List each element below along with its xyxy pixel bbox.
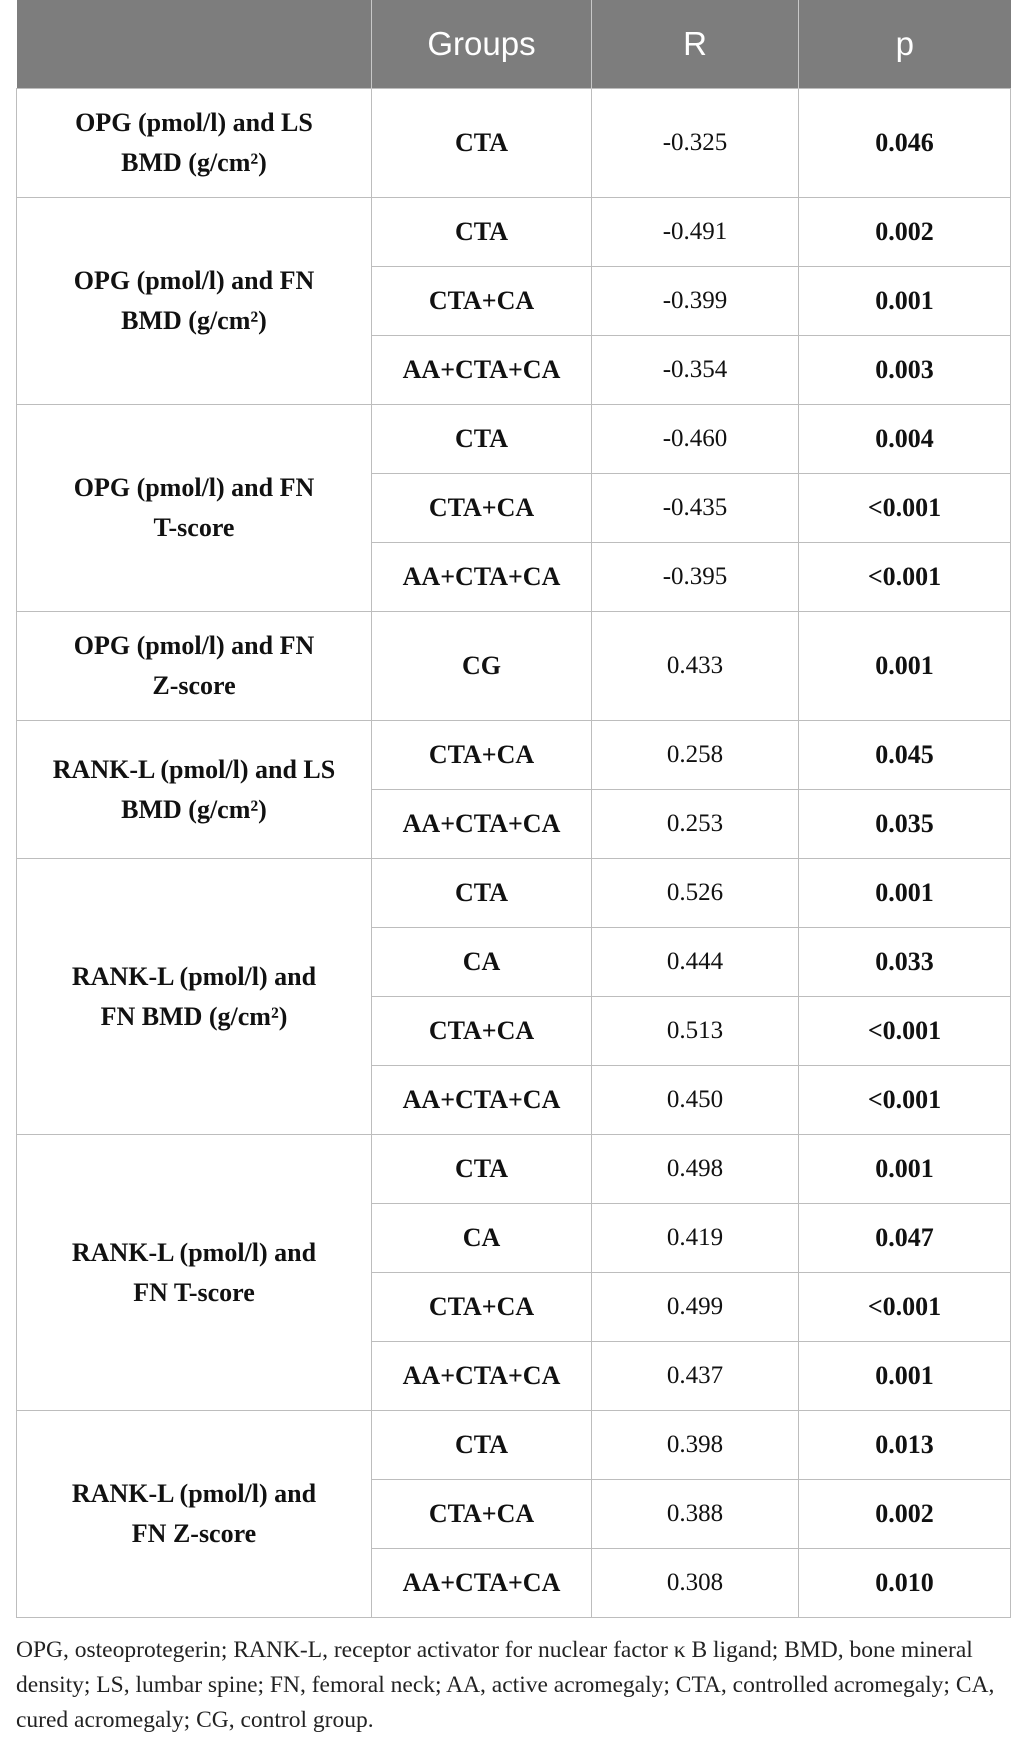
group-cell: AA+CTA+CA <box>372 336 592 405</box>
correlation-label <box>17 1411 372 1618</box>
correlation-label <box>17 721 372 859</box>
group-cell: CTA+CA <box>372 1273 592 1342</box>
correlation-label-line: RANK-L (pmol/l) and <box>71 1237 317 1267</box>
table-row <box>17 198 1011 267</box>
correlation-label-line: BMD (g/cm²) <box>121 306 267 335</box>
p-value-cell: 0.001 <box>799 1135 1011 1204</box>
group-cell: AA+CTA+CA <box>372 1549 592 1618</box>
group-cell: CG <box>372 612 592 721</box>
r-value-cell: 0.513 <box>592 997 799 1066</box>
group-cell: CTA+CA <box>372 474 592 543</box>
p-value-cell: 0.002 <box>799 198 1011 267</box>
correlation-label-line: T-score <box>153 513 235 542</box>
p-value-cell: <0.001 <box>799 474 1011 543</box>
r-value-cell: -0.354 <box>592 336 799 405</box>
table-container <box>16 0 1010 1618</box>
table-row <box>17 721 1011 790</box>
p-value-cell: 0.047 <box>799 1204 1011 1273</box>
group-cell: CTA+CA <box>372 997 592 1066</box>
table-row <box>17 1411 1011 1480</box>
correlation-table <box>16 0 1011 1618</box>
group-cell: AA+CTA+CA <box>372 790 592 859</box>
p-value-cell: 0.010 <box>799 1549 1011 1618</box>
header-r: R <box>592 0 799 89</box>
p-value-cell: 0.004 <box>799 405 1011 474</box>
p-value-cell: 0.001 <box>799 267 1011 336</box>
p-value-cell: 0.046 <box>799 89 1011 198</box>
correlation-label <box>17 405 372 612</box>
table-row <box>17 89 1011 198</box>
r-value-cell: 0.450 <box>592 1066 799 1135</box>
group-cell: CTA <box>372 405 592 474</box>
group-cell: CTA <box>372 1411 592 1480</box>
table-footnote: OPG, osteoprotegerin; RANK-L, receptor activator for nuclear factor κ B ligand; BMD, bone mineral density; LS, lumbar spine; FN, femoral neck; AA, active acromegaly; CTA, controlled acromegaly; CA, cured acromegaly; CG, control group. <box>16 1637 995 1733</box>
group-cell: CTA <box>372 198 592 267</box>
group-cell: CTA <box>372 1135 592 1204</box>
p-value-cell: <0.001 <box>799 1273 1011 1342</box>
group-cell: CA <box>372 1204 592 1273</box>
p-value-cell: 0.033 <box>799 928 1011 997</box>
group-cell: CA <box>372 928 592 997</box>
header-variable <box>17 0 372 89</box>
correlation-label <box>17 1135 372 1411</box>
correlation-label-line: FN T-score <box>133 1277 255 1307</box>
p-value-cell: 0.003 <box>799 336 1011 405</box>
r-value-cell: 0.444 <box>592 928 799 997</box>
r-value-cell: 0.258 <box>592 721 799 790</box>
r-value-cell: 0.308 <box>592 1549 799 1618</box>
correlation-label <box>17 859 372 1135</box>
p-value-cell: 0.035 <box>799 790 1011 859</box>
correlation-label-line: BMD (g/cm²) <box>121 148 267 177</box>
r-value-cell: -0.491 <box>592 198 799 267</box>
group-cell: CTA+CA <box>372 1480 592 1549</box>
p-value-cell: <0.001 <box>799 1066 1011 1135</box>
r-value-cell: 0.398 <box>592 1411 799 1480</box>
table-row <box>17 1135 1011 1204</box>
group-cell: CTA <box>372 859 592 928</box>
correlation-label-line: OPG (pmol/l) and FN <box>73 473 315 502</box>
correlation-label-line: FN Z-score <box>131 1519 257 1548</box>
r-value-cell: 0.253 <box>592 790 799 859</box>
table-row <box>17 405 1011 474</box>
r-value-cell: 0.419 <box>592 1204 799 1273</box>
correlation-label-line: RANK-L (pmol/l) and <box>71 961 317 991</box>
p-value-cell: 0.001 <box>799 1342 1011 1411</box>
correlation-label-line: OPG (pmol/l) and FN <box>73 631 315 660</box>
table-row <box>17 859 1011 928</box>
table-row <box>17 612 1011 721</box>
group-cell: AA+CTA+CA <box>372 543 592 612</box>
group-cell: AA+CTA+CA <box>372 1342 592 1411</box>
correlation-label-line: FN BMD (g/cm²) <box>100 1001 288 1031</box>
group-cell: CTA+CA <box>372 267 592 336</box>
r-value-cell: -0.325 <box>592 89 799 198</box>
correlation-label-line: BMD (g/cm²) <box>121 794 267 824</box>
p-value-cell: 0.001 <box>799 859 1011 928</box>
r-value-cell: -0.395 <box>592 543 799 612</box>
p-value-cell: 0.045 <box>799 721 1011 790</box>
correlation-label-line: OPG (pmol/l) and LS <box>75 108 313 137</box>
header-groups: Groups <box>372 0 592 89</box>
correlation-label-line: Z-score <box>152 671 236 700</box>
header-row <box>17 0 1011 89</box>
group-cell: CTA <box>372 89 592 198</box>
p-value-cell: 0.013 <box>799 1411 1011 1480</box>
r-value-cell: -0.399 <box>592 267 799 336</box>
correlation-label-line: RANK-L (pmol/l) and <box>71 1479 317 1508</box>
r-value-cell: 0.433 <box>592 612 799 721</box>
correlation-label-line: RANK-L (pmol/l) and LS <box>52 754 336 784</box>
r-value-cell: 0.526 <box>592 859 799 928</box>
r-value-cell: 0.498 <box>592 1135 799 1204</box>
table-header <box>17 0 1011 89</box>
table-body <box>17 89 1011 1618</box>
r-value-cell: 0.499 <box>592 1273 799 1342</box>
correlation-label <box>17 612 372 721</box>
r-value-cell: -0.435 <box>592 474 799 543</box>
p-value-cell: 0.002 <box>799 1480 1011 1549</box>
r-value-cell: 0.437 <box>592 1342 799 1411</box>
header-p: p <box>799 0 1011 89</box>
p-value-cell: <0.001 <box>799 997 1011 1066</box>
correlation-label-line: OPG (pmol/l) and FN <box>73 266 315 295</box>
r-value-cell: -0.460 <box>592 405 799 474</box>
group-cell: AA+CTA+CA <box>372 1066 592 1135</box>
r-value-cell: 0.388 <box>592 1480 799 1549</box>
p-value-cell: <0.001 <box>799 543 1011 612</box>
group-cell: CTA+CA <box>372 721 592 790</box>
correlation-label <box>17 89 372 198</box>
p-value-cell: 0.001 <box>799 612 1011 721</box>
correlation-label <box>17 198 372 405</box>
